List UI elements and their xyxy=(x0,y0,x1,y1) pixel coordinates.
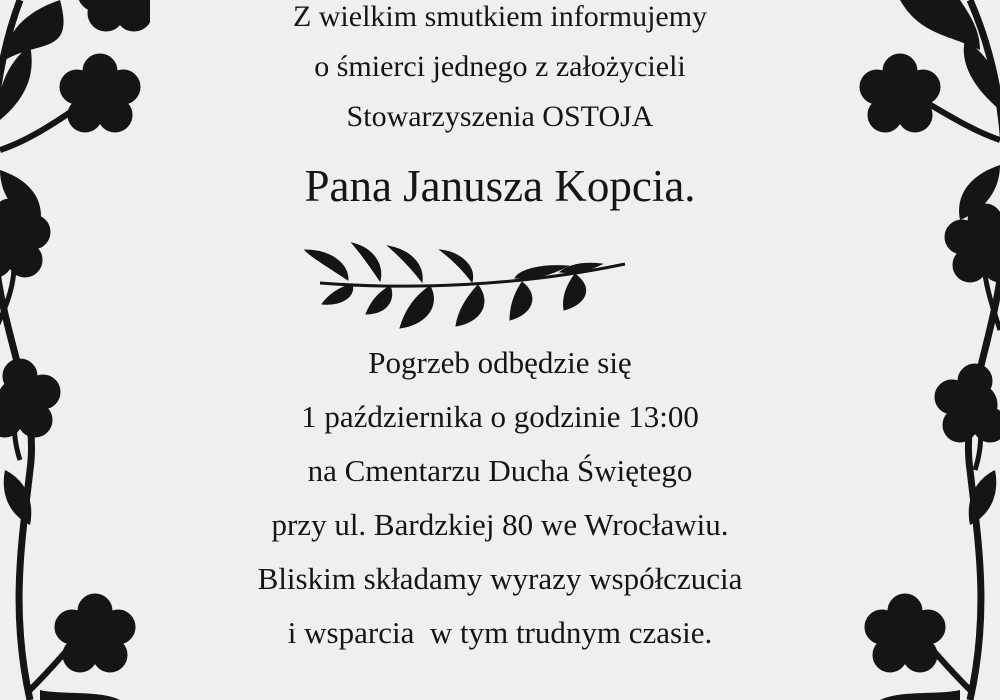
detail-line: i wsparcia w tym trudnym czasie. xyxy=(287,615,713,650)
leaf-sprig-icon xyxy=(300,238,630,338)
intro-line: Z wielkim smutkiem informujemy xyxy=(292,0,708,33)
deceased-name: Pana Janusza Kopcia. xyxy=(304,161,696,211)
funeral-details xyxy=(130,336,870,660)
detail-line: przy ul. Bardzkiej 80 we Wrocławiu. xyxy=(271,507,729,542)
intro-line: Stowarzyszenia OSTOJA xyxy=(346,100,654,133)
detail-line: 1 października o godzinie 13:00 xyxy=(301,399,699,434)
detail-line: na Cmentarzu Ducha Świętego xyxy=(307,453,693,488)
detail-line: Pogrzeb odbędzie się xyxy=(368,345,632,380)
detail-line: Bliskim składamy wyrazy współczucia xyxy=(257,561,743,596)
intro-line: o śmierci jednego z założycieli xyxy=(314,50,686,83)
intro-text xyxy=(200,0,800,142)
